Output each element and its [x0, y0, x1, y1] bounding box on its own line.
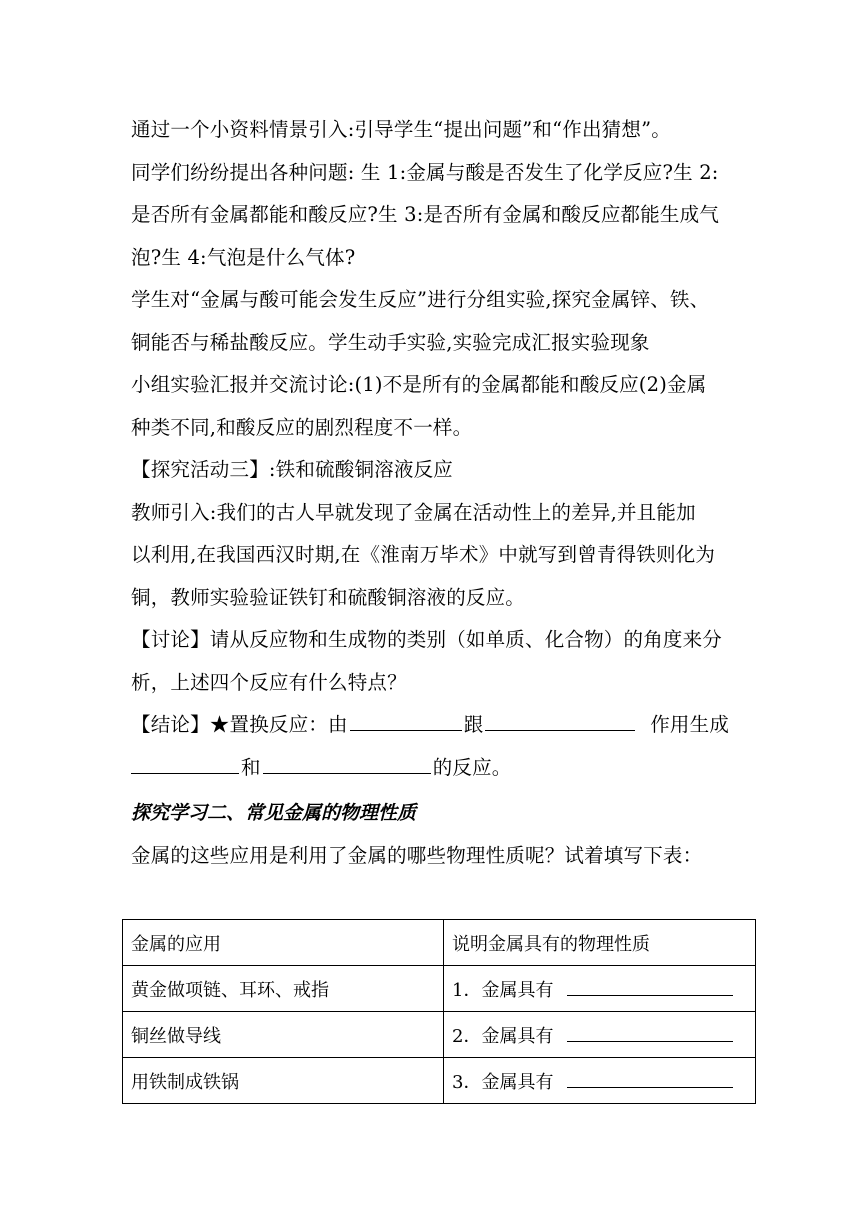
- activity-title: 【探究活动三】:铁和硫酸铜溶液反应: [131, 458, 453, 481]
- conclusion-text: 跟: [463, 713, 484, 736]
- answer-blank[interactable]: [567, 977, 733, 996]
- conclusion-text: 的反应。: [432, 755, 512, 779]
- answer-blank[interactable]: [131, 753, 239, 774]
- table-cell-application: 铜丝做导线: [123, 1012, 444, 1058]
- table-row: [123, 966, 756, 1012]
- paragraph-line: 学生对“金属与酸可能会发生反应”进行分组实验,探究金属锌、铁、: [131, 288, 710, 311]
- paragraph-line: 泡?生 4:气泡是什么气体?: [131, 245, 356, 269]
- paragraph-line: 种类不同,和酸反应的剧烈程度不一样。: [131, 415, 473, 439]
- paragraph-line: 通过一个小资料情景引入:引导学生“提出问题”和“作出猜想”。: [131, 118, 671, 141]
- conclusion-text: 和: [241, 755, 261, 779]
- paragraph-line: 铜能否与稀盐酸反应。学生动手实验,实验完成汇报实验现象: [131, 330, 650, 354]
- paragraph-line: 是否所有金属都能和酸反应?生 3:是否所有金属和酸反应都能生成气: [131, 203, 720, 226]
- table-cell-property: [444, 966, 756, 1012]
- answer-blank[interactable]: [567, 1023, 733, 1042]
- conclusion-line: [131, 747, 741, 790]
- table-header-cell: 金属的应用: [123, 920, 444, 966]
- conclusion-text: 【结论】★置换反应：由: [131, 713, 348, 736]
- paragraph-line: 小组实验汇报并交流讨论:(1)不是所有的金属都能和酸反应(2)金属: [131, 373, 707, 396]
- conclusion-text: 作用生成: [650, 713, 730, 736]
- paragraph-line: 同学们纷纷提出各种问题: 生 1:金属与酸是否发生了化学反应?生 2:: [131, 160, 719, 184]
- table-intro: 金属的这些应用是利用了金属的哪些物理性质呢？试着填写下表：: [131, 844, 703, 867]
- answer-blank[interactable]: [263, 753, 431, 774]
- discussion-line: 【讨论】请从反应物和生成物的类别（如单质、化合物）的角度来分: [131, 628, 723, 651]
- table-header-row: [123, 920, 756, 966]
- property-label: 3．金属具有: [452, 1071, 554, 1093]
- table-cell-application: 黄金做项链、耳环、戒指: [123, 966, 444, 1012]
- document-body: [131, 109, 741, 878]
- paragraph-line: 以利用,在我国西汉时期,在《淮南万毕术》中就写到曾青得铁则化为: [131, 543, 716, 566]
- paragraph-line: 教师引入:我们的古人早就发现了金属在活动性上的差异,并且能加: [131, 500, 696, 524]
- conclusion-line: [131, 704, 741, 747]
- table-header-cell: 说明金属具有的物理性质: [444, 920, 756, 966]
- answer-blank[interactable]: [485, 710, 635, 731]
- property-label: 1．金属具有: [452, 979, 554, 1001]
- table-cell-property: [444, 1012, 756, 1058]
- table-cell-property: [444, 1058, 756, 1104]
- discussion-line: 析，上述四个反应有什么特点？: [131, 670, 407, 694]
- answer-blank[interactable]: [350, 710, 462, 731]
- property-label: 2．金属具有: [452, 1025, 554, 1047]
- answer-blank[interactable]: [567, 1069, 733, 1088]
- table-cell-application: 用铁制成铁锅: [123, 1058, 444, 1104]
- table-row: [123, 1012, 756, 1058]
- table-row: [123, 1058, 756, 1104]
- section-heading: 探究学习二、常见金属的物理性质: [131, 802, 417, 824]
- paragraph-line: 铜，教师实验验证铁钉和硫酸铜溶液的反应。: [131, 585, 526, 609]
- metal-properties-table: [122, 919, 756, 1104]
